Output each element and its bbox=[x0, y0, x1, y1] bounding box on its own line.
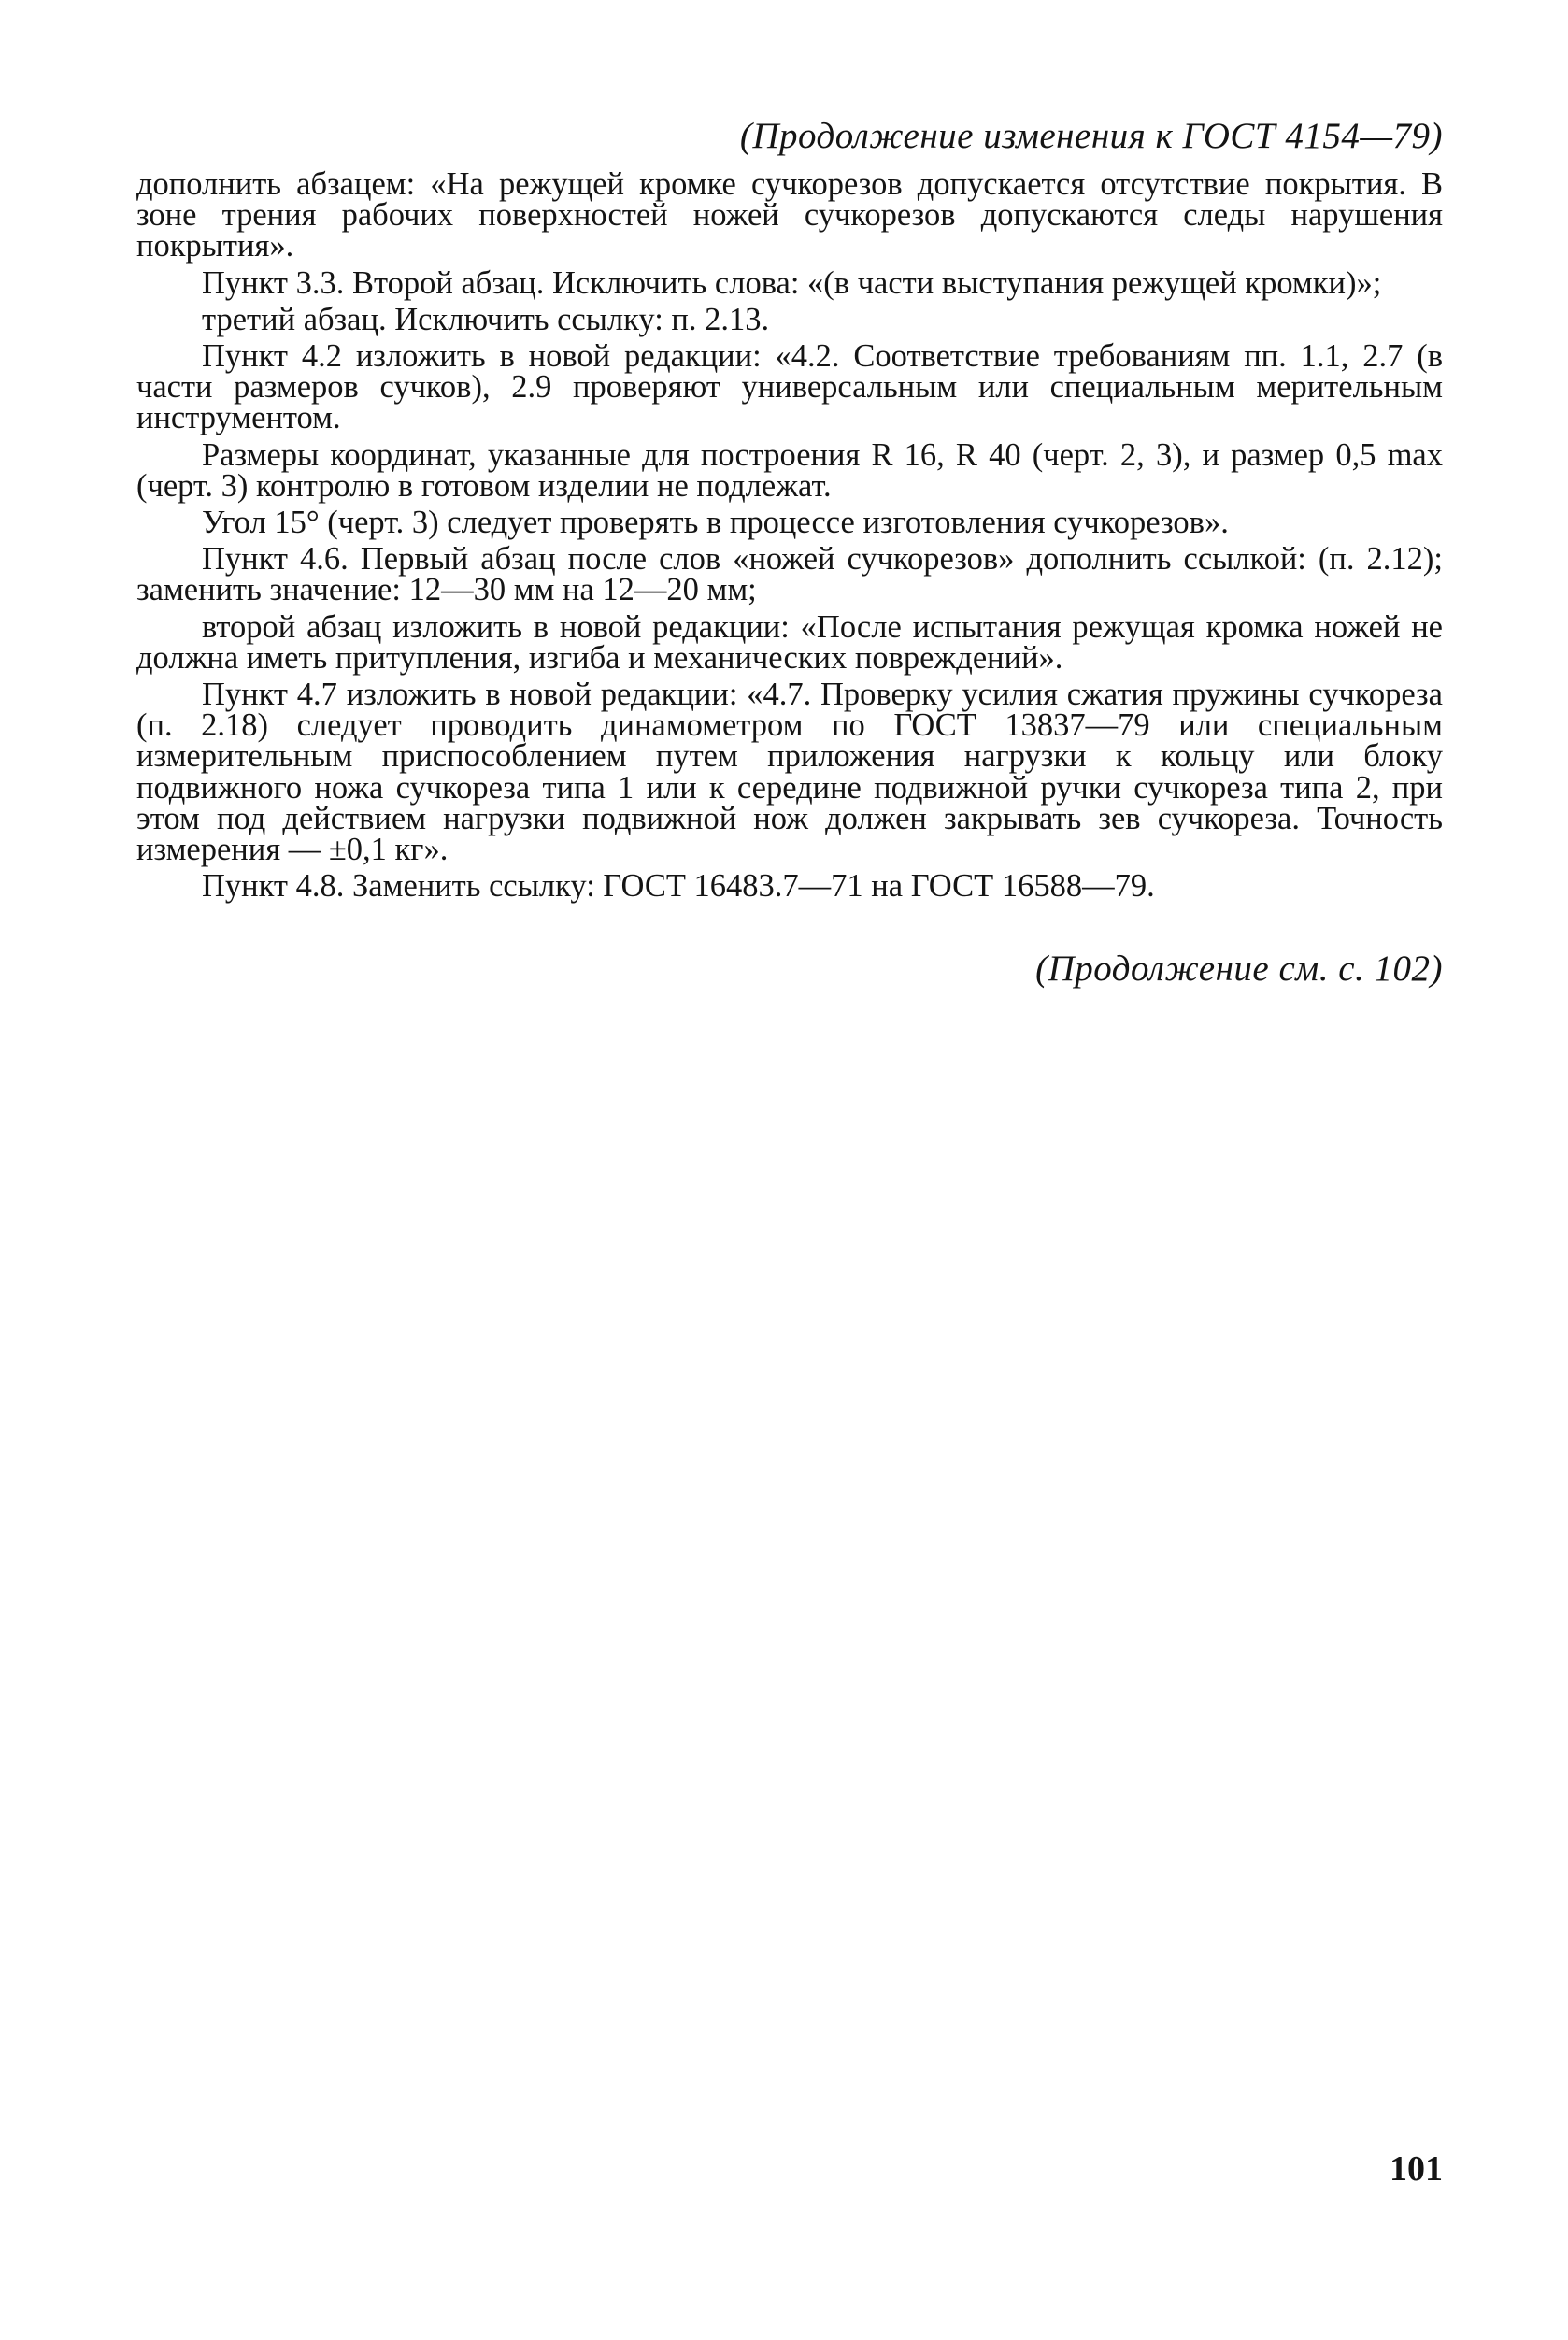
paragraph-1: дополнить абзацем: «На режущей кромке сучкорезов допускается отсутствие покрытия. В зоне трения рабочих поверхностей ножей сучкорезов допускаются следы нарушения покрытия». bbox=[136, 166, 1443, 264]
page-number: 101 bbox=[1390, 2149, 1443, 2189]
paragraph-2: Пункт 3.3. Второй абзац. Исключить слова: «(в части выступания режущей кромки)»; bbox=[202, 264, 1382, 301]
paragraph-5: Размеры координат, указанные для построения R 16, R 40 (черт. 2, 3), и размер 0,5 max (черт. 3) контролю в готовом изделии не подлежат. bbox=[136, 436, 1443, 504]
paragraph-10: Пункт 4.8. Заменить ссылку: ГОСТ 16483.7—71 на ГОСТ 16588—79. bbox=[202, 868, 1155, 905]
paragraph-3: третий абзац. Исключить ссылку: п. 2.13. bbox=[202, 301, 770, 337]
paragraph-4: Пункт 4.2 изложить в новой редакции: «4.2. Соответствие требованиям пп. 1.1, 2.7 (в части размеров сучков), 2.9 проверяют универсальным или специальным мерительным инструментом. bbox=[136, 338, 1443, 436]
paragraph-8: второй абзац изложить в новой редакции: «После испытания режущая кромка ножей не должна иметь притупления, изгиба и механических повреждений». bbox=[136, 608, 1443, 676]
paragraph-7: Пункт 4.6. Первый абзац после слов «ножей сучкорезов» дополнить ссылкой: (п. 2.12); заменить значение: 12—30 мм на 12—20 мм; bbox=[136, 541, 1443, 608]
paragraph-9: Пункт 4.7 изложить в новой редакции: «4.7. Проверку усилия сжатия пружины сучкореза (п. 2.18) следует проводить динамометром по ГОСТ 13837—79 или специальным измерительным приспособлением путем приложения нагрузки к кольцу или блоку подвижного ножа сучкореза типа 1 или к середине подвижной ручки сучкореза типа 2, при этом под действием нагрузки подвижной нож должен закрывать зев сучкореза. Точность измерения — ±0,1 кг». bbox=[136, 677, 1443, 868]
continuation-header: (Продолжение изменения к ГОСТ 4154—79) bbox=[739, 116, 1443, 156]
paragraph-6: Угол 15° (черт. 3) следует проверять в процессе изготовления сучкорезов». bbox=[202, 505, 1229, 541]
continuation-footer: (Продолжение см. с. 102) bbox=[1035, 949, 1443, 989]
body-text bbox=[136, 166, 1443, 907]
